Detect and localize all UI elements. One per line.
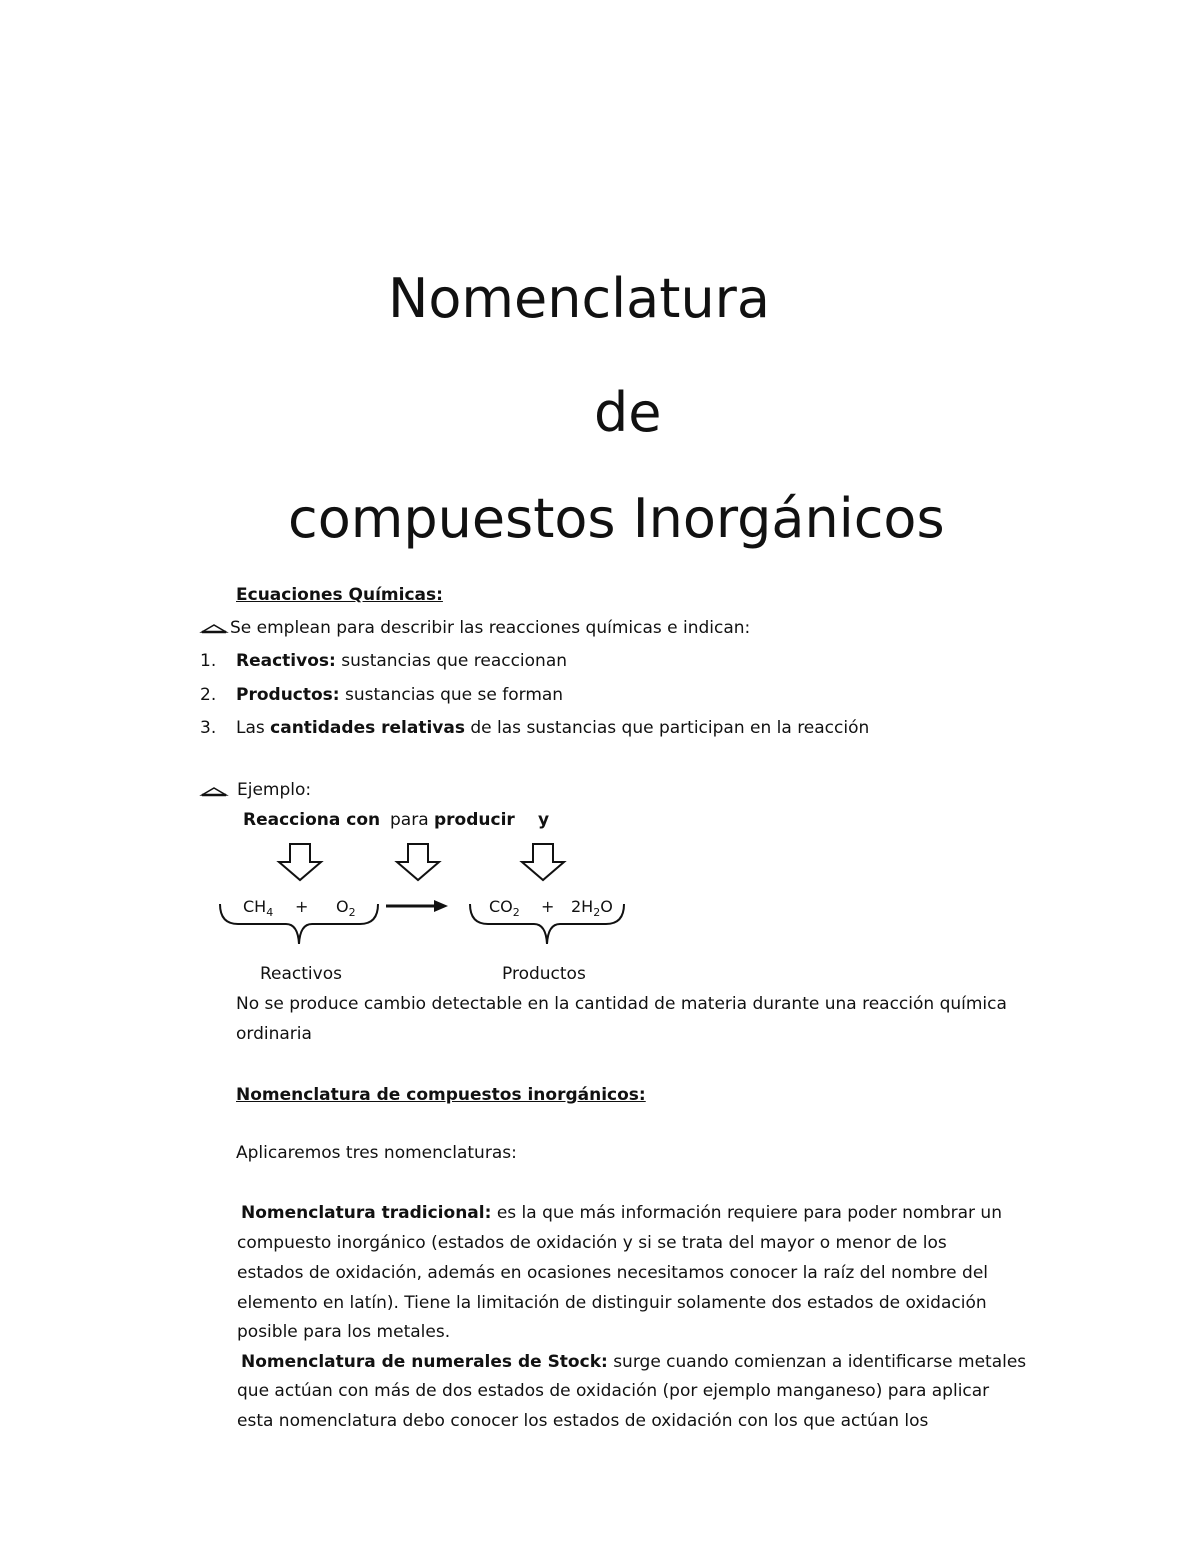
plus-sign-1: + [295, 897, 309, 916]
title-line-1: Nomenclatura [388, 267, 770, 330]
down-arrow-icon [518, 842, 568, 882]
list-label: Reactivos: [236, 651, 336, 671]
list-number: 1. [200, 651, 217, 671]
formula-co2: $CO_2$ [489, 897, 520, 920]
list-item [200, 720, 869, 737]
stock-line-3: esta nomenclatura debo conocer los estados de oxidación con los que actúan los [237, 1411, 929, 1431]
down-arrow-icon [275, 842, 325, 882]
title-line-3: compuestos Inorgánicos [288, 487, 945, 550]
bullet-text-1: Se emplean para describir las reacciones químicas e indican: [230, 618, 751, 638]
list-item [200, 653, 567, 670]
word-para: para [390, 810, 429, 830]
plus-sign-2: + [541, 897, 555, 916]
trad-line-3: estados de oxidación, además en ocasiones necesitamos conocer la raíz del nombre del [237, 1263, 989, 1283]
bullet-arrow-icon [200, 622, 228, 636]
label-reactivos: Reactivos [260, 964, 342, 984]
section-heading-nomenclatura: Nomenclatura de compuestos inorgánicos: [236, 1085, 646, 1105]
list-pre: Las [236, 718, 265, 738]
section-heading-ecuaciones: Ecuaciones Químicas: [236, 585, 443, 605]
bullet-text-2: Ejemplo: [237, 780, 312, 800]
formula-o2: $O_2$ [336, 897, 356, 920]
trad-line-5: posible para los metales. [237, 1322, 451, 1342]
list-text: sustancias que se forman [345, 685, 564, 705]
trad-line-1: Nomenclatura tradicional: es la que más información requiere para poder nombrar un [241, 1203, 1002, 1223]
label-productos: Productos [502, 964, 586, 984]
trad-label: Nomenclatura tradicional: [241, 1203, 492, 1223]
word-producir: producir [434, 810, 515, 830]
conservation-line-1: No se produce cambio detectable en la cantidad de materia durante una reacción química [236, 994, 1007, 1014]
list-item [200, 687, 563, 704]
trad-line-2: compuesto inorgánico (estados de oxidación y si se trata del mayor o menor de los [237, 1233, 947, 1253]
conservation-line-2: ordinaria [236, 1024, 312, 1044]
list-number: 2. [200, 685, 217, 705]
bullet-arrow-icon [200, 785, 228, 799]
down-arrow-icon [393, 842, 443, 882]
stock-line-2: que actúan con más de dos estados de oxidación (por ejemplo manganeso) para aplicar [237, 1381, 990, 1401]
list-label: cantidades relativas [270, 718, 465, 738]
stock-label: Nomenclatura de numerales de Stock: [241, 1352, 608, 1372]
intro-text: Aplicaremos tres nomenclaturas: [236, 1143, 517, 1163]
formula-ch4: $CH_4$ [243, 897, 274, 920]
title-line-2: de [594, 381, 662, 444]
reactants-brace-icon [216, 897, 382, 948]
list-number: 3. [200, 718, 217, 738]
reaction-arrow-icon [384, 898, 454, 914]
stock-line-1: Nomenclatura de numerales de Stock: surge cuando comienzan a identificarse metales [241, 1352, 1027, 1372]
list-text: sustancias que reaccionan [341, 651, 568, 671]
list-label: Productos: [236, 685, 340, 705]
formula-h2o: $2H_2O$ [571, 897, 613, 920]
word-reacciona-con: Reacciona con [243, 810, 381, 830]
word-y: y [538, 810, 550, 830]
products-brace-icon [466, 897, 628, 948]
list-text: de las sustancias que participan en la reacción [470, 718, 870, 738]
trad-line-4: elemento en latín). Tiene la limitación de distinguir solamente dos estados de oxidación [237, 1293, 987, 1313]
